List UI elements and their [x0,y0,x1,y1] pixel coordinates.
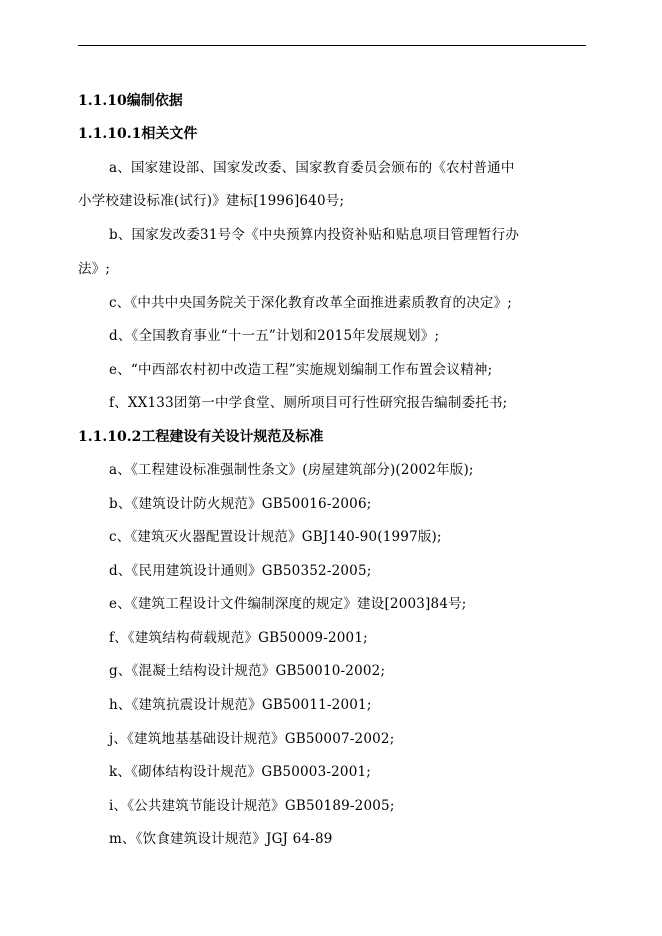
doc-line: 小学校建设标准(试行)》建标[1996]640号; [78,193,345,209]
doc-line: a、国家建设部、国家发改委、国家教育委员会颁布的《农村普通中 [109,160,515,176]
doc-line: e、《建筑工程设计文件编制深度的规定》建设[2003]84号; [109,596,467,612]
doc-line: i、《公共建筑节能设计规范》GB50189-2005; [109,798,395,814]
heading-1-1-10: 1.1.10编制依据 [78,93,183,109]
doc-line: b、《建筑设计防火规范》GB50016-2006; [109,496,372,512]
doc-line: d、《全国教育事业“十一五”计划和2015年发展规划》; [109,328,440,344]
doc-line: f、XX133团第一中学食堂、厕所项目可行性研究报告编制委托书; [109,395,508,411]
header-rule [78,45,586,46]
doc-line: e、“中西部农村初中改造工程”实施规划编制工作布置会议精神; [109,362,493,378]
doc-line: b、国家发改委31号令《中央预算内投资补贴和贴息项目管理暂行办 [109,227,520,243]
doc-line: k、《砌体结构设计规范》GB50003-2001; [109,764,372,780]
doc-line: g、《混凝土结构设计规范》GB50010-2002; [109,663,386,679]
doc-line: 法》; [78,261,111,277]
doc-line: c、《建筑灭火器配置设计规范》GBJ140-90(1997版); [109,529,442,545]
doc-line: f、《建筑结构荷载规范》GB50009-2001; [109,630,368,646]
heading-1-1-10-1: 1.1.10.1相关文件 [78,126,198,142]
doc-line: a、《工程建设标准强制性条文》(房屋建筑部分)(2002年版); [109,462,474,478]
doc-line: d、《民用建筑设计通则》GB50352-2005; [109,563,372,579]
doc-line: m、《饮食建筑设计规范》JGJ 64-89 [109,831,333,847]
doc-line: j、《建筑地基基础设计规范》GB50007-2002; [109,731,395,747]
doc-line: h、《建筑抗震设计规范》GB50011-2001; [109,697,372,713]
doc-line: c、《中共中央国务院关于深化教育改革全面推进素质教育的决定》; [109,295,513,311]
heading-1-1-10-2: 1.1.10.2工程建设有关设计规范及标准 [78,429,324,445]
